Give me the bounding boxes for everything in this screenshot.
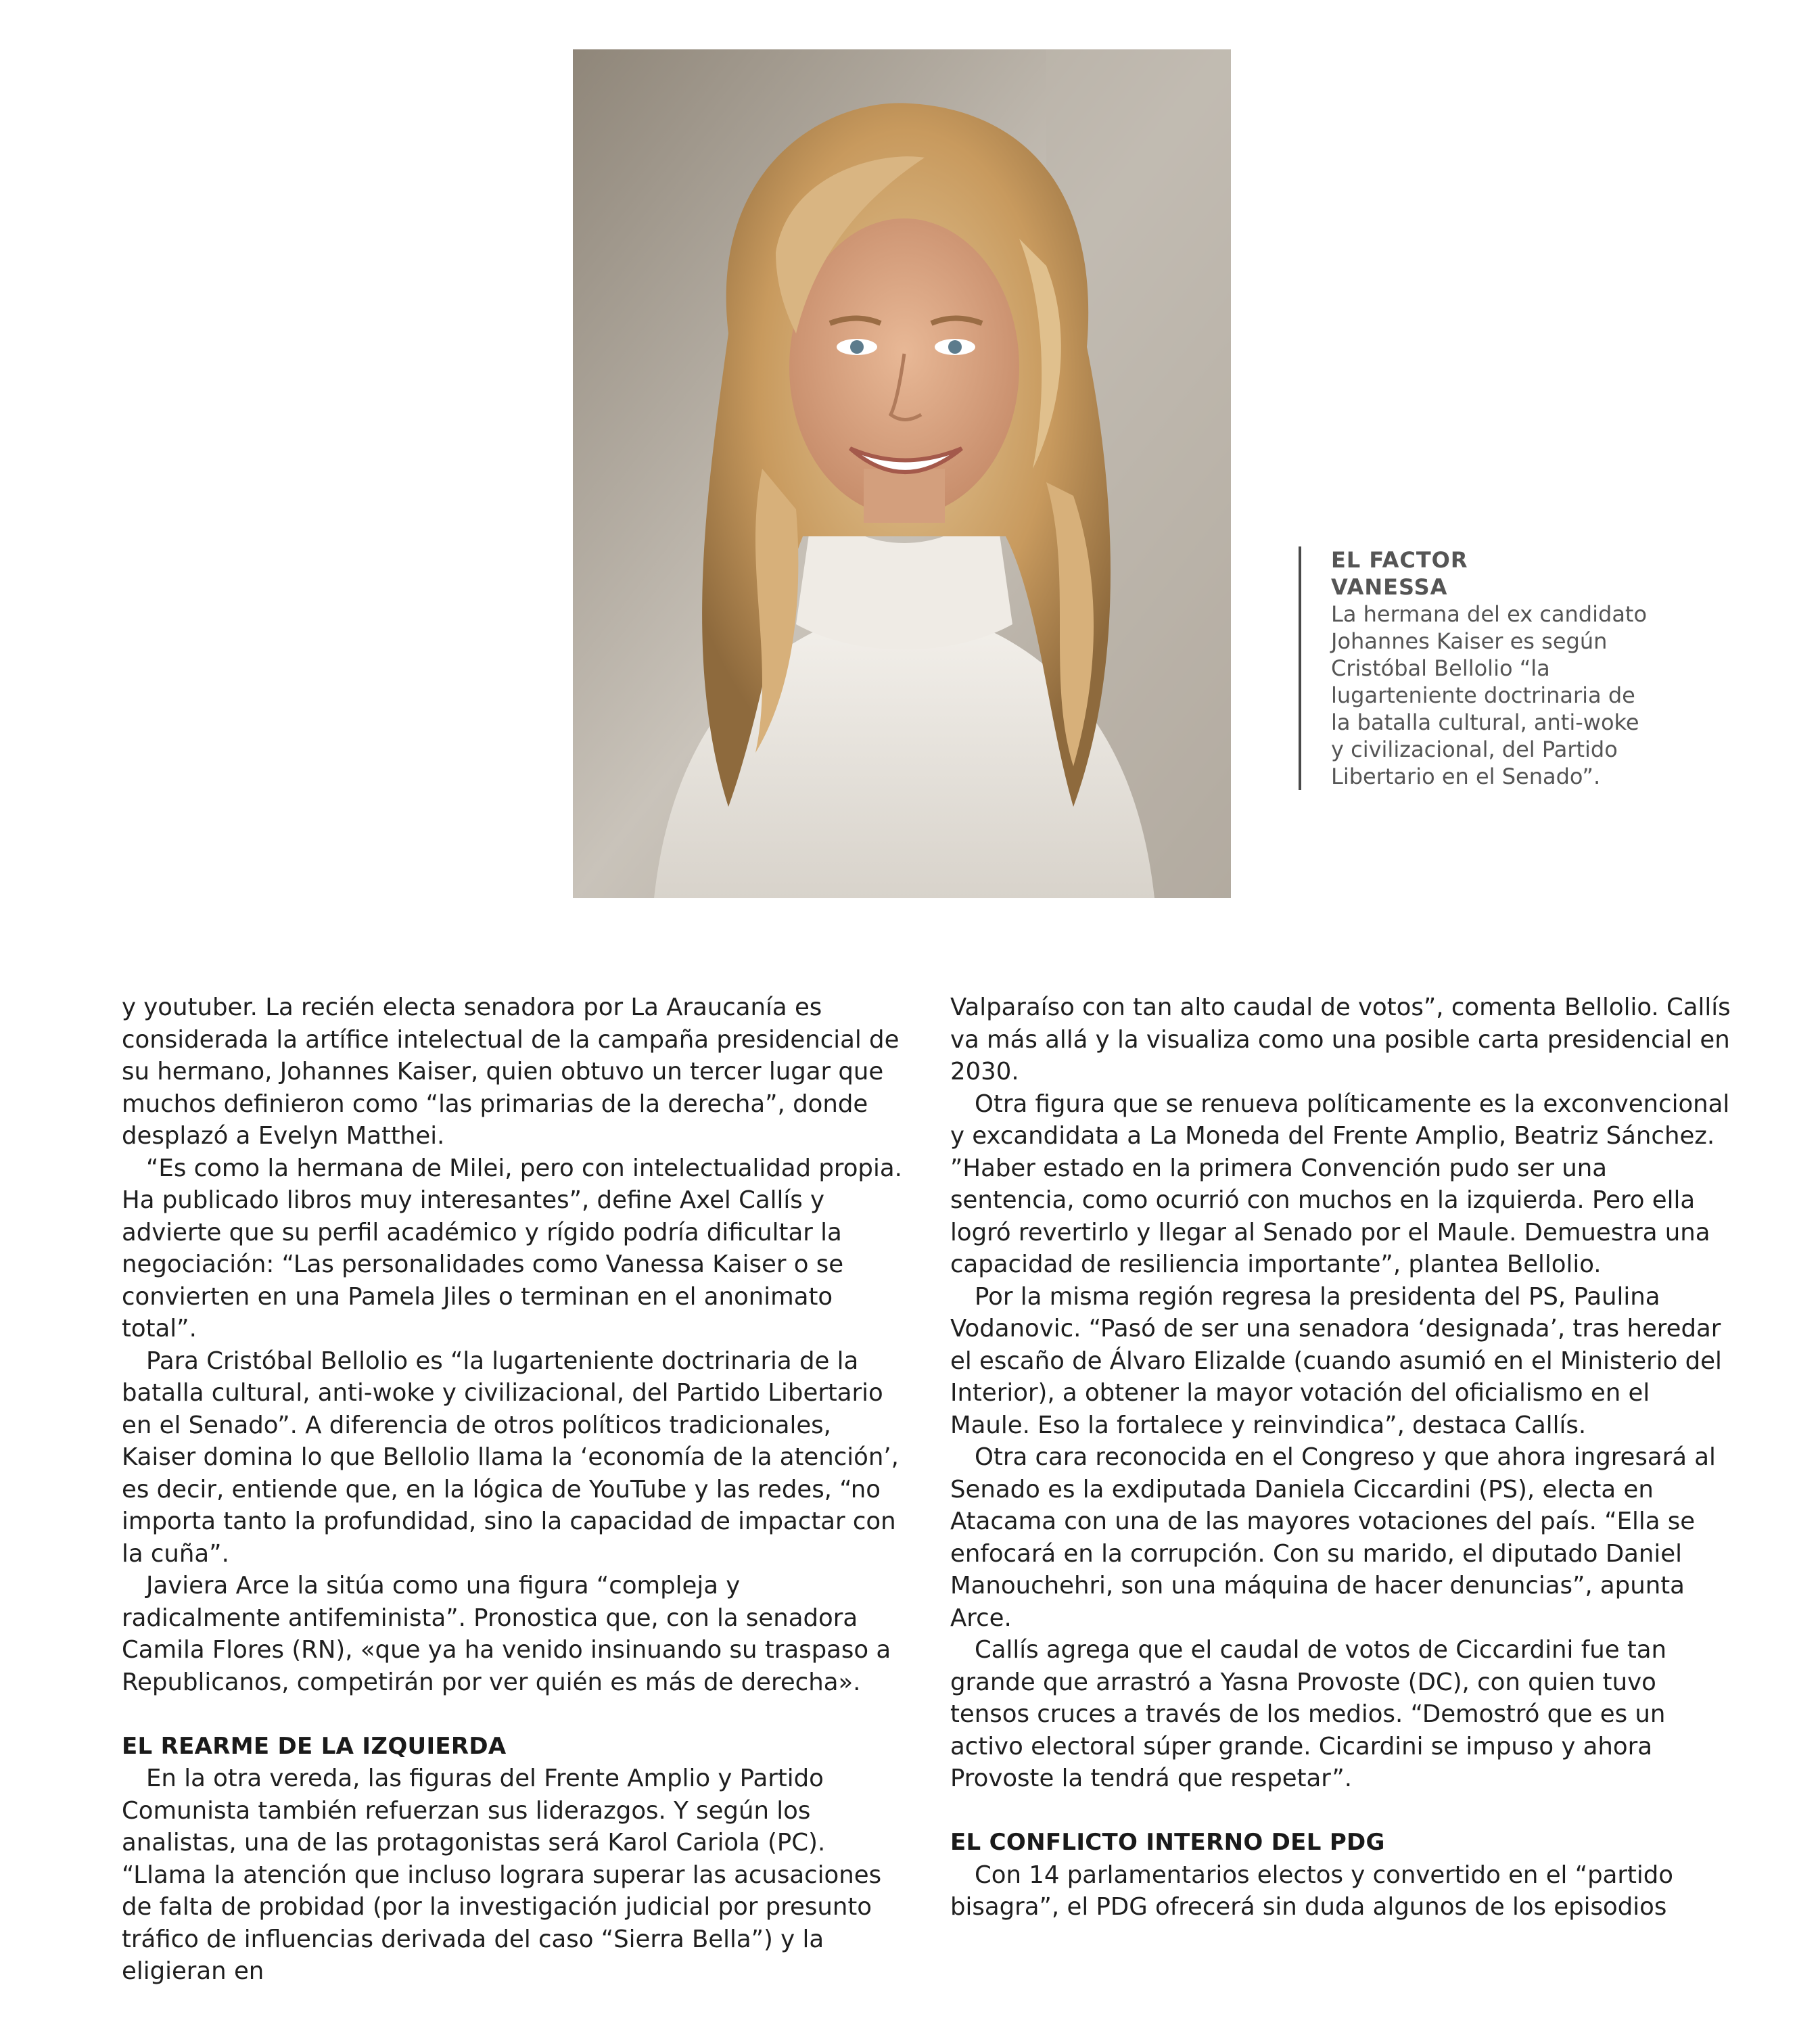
article-column-right [950,992,1735,1923]
section-heading: EL CONFLICTO INTERNO DEL PDG [950,1829,1385,1856]
paragraph: Por la misma región regresa la presidenta del PS, Paulina Vodanovic. “Pasó de ser una senadora ‘designada’, tras heredar el escaño de Álvaro Elizalde (cuando asumió en el Ministerio del Interior), a obtener la mayor votación del oficialismo en el Maule. Eso la fortalece y reinvindica”, destaca Callís. [950,1282,1722,1439]
article-column-left [122,992,906,1988]
paragraph: Otra cara reconocida en el Congreso y que ahora ingresará al Senado es la exdiputada Daniela Ciccardini (PS), electa en Atacama con una de las mayores votaciones del país. “Ella se enfocará en la corrupción. Con su marido, el diputado Daniel Manouchehri, son una máquina de hacer denuncias”, apunta Arce. [950,1443,1716,1632]
paragraph: Con 14 parlamentarios electos y convertido en el “partido bisagra”, el PDG ofrecerá sin duda algunos de los episodios [950,1861,1674,1921]
paragraph: y youtuber. La recién electa senadora por La Araucanía es considerada la artífice intelectual de la campaña presidencial de su hermano, Johannes Kaiser, quien obtuvo un tercer lugar que muchos definieron como “las primarias de la derecha”, donde desplazó a Evelyn Matthei. [122,994,900,1150]
portrait-photo [573,49,1231,898]
paragraph: Callís agrega que el caudal de votos de Ciccardini fue tan grande que arrastró a Yasna Provoste (DC), con quien tuvo tensos cruces a través de los medios. “Demostró que es un activo electoral súper grande. Cicardini se impuso y ahora Provoste la tendrá que respetar”. [950,1636,1666,1792]
caption-text: La hermana del ex candidato Johannes Kaiser es según Cristóbal Bellolio “la lugarteniente doctrinaria de la batalla cultural, anti-woke y civilizacional, del Partido Libertario en el Senado”. [1331,601,1648,789]
paragraph: Otra figura que se renueva políticamente es la exconvencional y excandidata a La Moneda del Frente Amplio, Beatriz Sánchez. ”Haber estado en la primera Convención pudo ser una sentencia, como ocurrió con muchos en la izquierda. Pero ella logró revertirlo y llegar al Senado por el Maule. Demuestra una capacidad de resiliencia importante”, plantea Bellolio. [950,1090,1730,1278]
paragraph: En la otra vereda, las figuras del Frente Amplio y Partido Comunista también refuerzan sus liderazgos. Y según los analistas, una de las protagonistas será Karol Cariola (PC). “Llama la atención que incluso lograra superar las acusaciones de falta de probidad (por la investigación judicial por presunto tráfico de influencias derivada del caso “Sierra Bella”) y la eligieran en [122,1765,882,1985]
paragraph: Valparaíso con tan alto caudal de votos”, comenta Bellolio. Callís va más allá y la visualiza como una posible carta presidencial en 2030. [950,994,1731,1086]
paragraph: Para Cristóbal Bellolio es “la lugarteniente doctrinaria de la batalla cultural, anti-woke y civilizacional, del Partido Libertario en el Senado”. A diferencia de otros políticos tradicionales, Kaiser domina lo que Bellolio llama la ‘economía de la atención’, es decir, entiende que, en la lógica de YouTube y las redes, “no importa tanto la profundidad, sino la capacidad de impactar con la cuña”. [122,1347,899,1568]
section-heading: EL REARME DE LA IZQUIERDA [122,1732,507,1760]
photo-caption [1299,546,1649,790]
paragraph: “Es como la hermana de Milei, pero con intelectualidad propia. Ha publicado libros muy interesantes”, define Axel Callís y advierte que su perfil académico y rígido podría dificultar la negociación: “Las personalidades como Vanessa Kaiser o se convierten en una Pamela Jiles o terminan en el anonimato total”. [122,1154,902,1343]
paragraph: Javiera Arce la sitúa como una figura “compleja y radicalmente antifeminista”. Pronostica que, con la senadora Camila Flores (RN), «que ya ha venido insinuando su traspaso a Republicanos, competirán por ver quién es más de derecha». [122,1572,891,1696]
caption-title: EL FACTOR VANESSA [1331,547,1468,600]
